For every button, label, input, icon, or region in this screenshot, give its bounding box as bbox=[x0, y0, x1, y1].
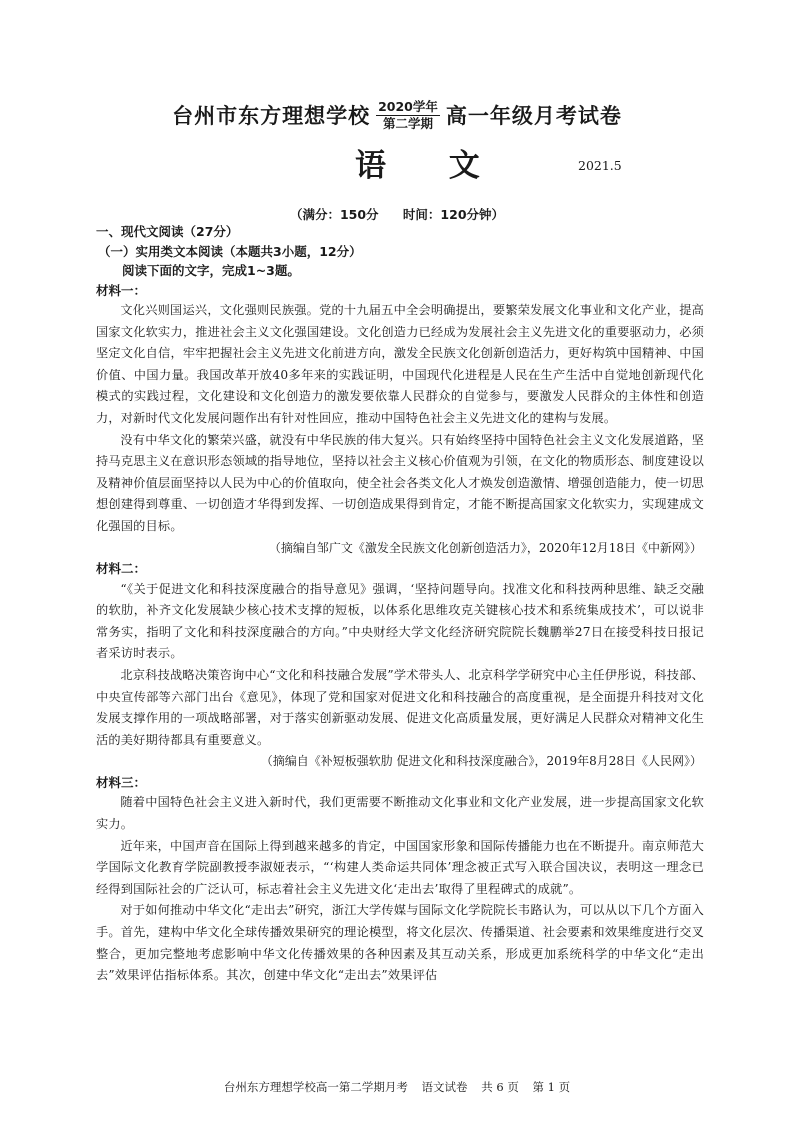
school-year: 2020学年 bbox=[378, 98, 438, 114]
material-1-label: 材料一： bbox=[96, 282, 147, 298]
material-2-paragraph: 北京科技战略决策咨询中心“文化和科技融合发展”学术带头人、北京科学学研究中心主任伊彤说，科技部、中央宣传部等六部门出台《意见》，体现了党和国家对促进文化和科技融合的高度重视，是全面提升科技对文化发展支撑作用的一项战略部署，对于落实创新驱动发展、促进文化高质量发展，更好满足人民群众对精神文化生活的美好期待都具有重要意义。 bbox=[96, 668, 704, 747]
exam-date: 2021.5 bbox=[578, 158, 622, 173]
section-heading: 一、现代文阅读（27分） bbox=[96, 224, 239, 239]
material-3-label: 材料三： bbox=[96, 774, 147, 790]
school-year-term bbox=[376, 99, 440, 132]
footer-page-count: 共 6 页 bbox=[481, 1080, 519, 1094]
footer-exam-name: 台州东方理想学校高一第二学期月考 bbox=[223, 1080, 408, 1094]
material-2-paragraph: “《关于促进文化和科技深度融合的指导意见》强调，‘坚持问题导向。找准文化和科技两种思维、缺乏交融的软肋，补齐文化发展缺少核心技术支撑的短板，以体系化思维攻克关键核心技术和系统集成技术’，可以说非常务实，指明了文化和科技深度融合的方向。”中央财经大学文化经济研究院院长魏鹏举27日在接受科技日报记者采访时表示。 bbox=[96, 581, 704, 661]
material-1-source: （摘编自邹广文《激发全民族文化创新创造活力》，2020年12月18日《中新网》） bbox=[268, 540, 702, 555]
reading-instruction: 阅读下面的文字，完成1~3题。 bbox=[122, 263, 300, 278]
footer-subject: 语文试卷 bbox=[421, 1080, 468, 1094]
exam-time: 时间：120分钟） bbox=[402, 207, 505, 222]
subsection-heading: （一）实用类文本阅读（本题共3小题，12分） bbox=[98, 243, 362, 259]
exam-title bbox=[0, 93, 794, 137]
material-3-paragraph: 近年来，中国声音在国际上得到越来越多的肯定，中国国家形象和国际传播能力也在不断提升。南京师范大学国际文化教育学院副教授李淑娅表示，“‘构建人类命运共同体’理念被正式写入联合国决议，表明这一理念已经得到国际社会的广泛认可，标志着社会主义先进文化‘走出去’取得了里程碑式的成就”。 bbox=[96, 838, 704, 896]
material-1-paragraph: 文化兴则国运兴，文化强则民族强。党的十九届五中全会明确提出，要繁荣发展文化事业和文化产业，提高国家文化软实力，推进社会主义文化强国建设。文化创造力已经成为发展社会主义先进文化的重要驱动力，必须坚定文化自信，牢牢把握社会主义先进文化前进方向，激发全民族文化创新创造活力，更好构筑中国精神、中国价值、中国力量。我国改革开放40多年来的实践证明，中国现代化进程是人民在生产生活中自觉地创新现代化模式的实践过程，文化建设和文化创造力的激发要依靠人民群众的自觉参与，要激发人民群众的主体性和创造力，对新时代文化发展问题作出有针对性回应，推动中国特色社会主义先进文化的建构与发展。 bbox=[96, 303, 704, 425]
subject-title: 语 文 bbox=[355, 148, 506, 184]
page-footer bbox=[0, 1079, 794, 1095]
school-name: 台州市东方理想学校 bbox=[172, 104, 371, 128]
school-term: 第二学期 bbox=[382, 115, 433, 131]
material-2-label: 材料二： bbox=[96, 561, 147, 577]
material-3-paragraph: 对于如何推动中华文化“走出去”研究，浙江大学传媒与国际文化学院院长韦路认为，可以从以下几个方面入手。首先，建构中华文化全球传播效果研究的理论模型，将文化层次、传播渠道、社会要素和效果维度进行交叉整合，更加完整地考虑影响中华文化传播效果的各种因素及其互动关系，形成更加系统科学的中华文化“走出去”效果评估指标体系。其次，创建中华文化“走出去”效果评估 bbox=[96, 903, 704, 983]
exam-name: 高一年级月考试卷 bbox=[445, 104, 622, 128]
footer-page-number: 第 1 页 bbox=[532, 1080, 571, 1094]
score-time-info bbox=[0, 205, 794, 223]
full-score: （满分：150分 bbox=[289, 207, 379, 222]
material-3-paragraph: 随着中国特色社会主义进入新时代，我们更需要不断推动文化事业和文化产业发展，进一步提高国家文化软实力。 bbox=[96, 795, 704, 832]
material-1-paragraph: 没有中华文化的繁荣兴盛，就没有中华民族的伟大复兴。只有始终坚持中国特色社会主义文化发展道路，坚持马克思主义在意识形态领域的指导地位，坚持以社会主义核心价值观为引领，在文化的物质形态、制度建设以及精神价值层面坚持以人民为中心的价值取向，使全社会各类文化人才焕发创造激情、增强创造能力，使一切思想创建得到尊重、一切创造才华得到发挥、一切创造成果得到肯定，才能不断提高国家文化软实力，实现建成文化强国的目标。 bbox=[96, 432, 704, 533]
material-2-source: （摘编自《补短板强软肋 促进文化和科技深度融合》，2019年8月28日《人民网》） bbox=[260, 754, 702, 769]
exam-content bbox=[96, 222, 704, 987]
